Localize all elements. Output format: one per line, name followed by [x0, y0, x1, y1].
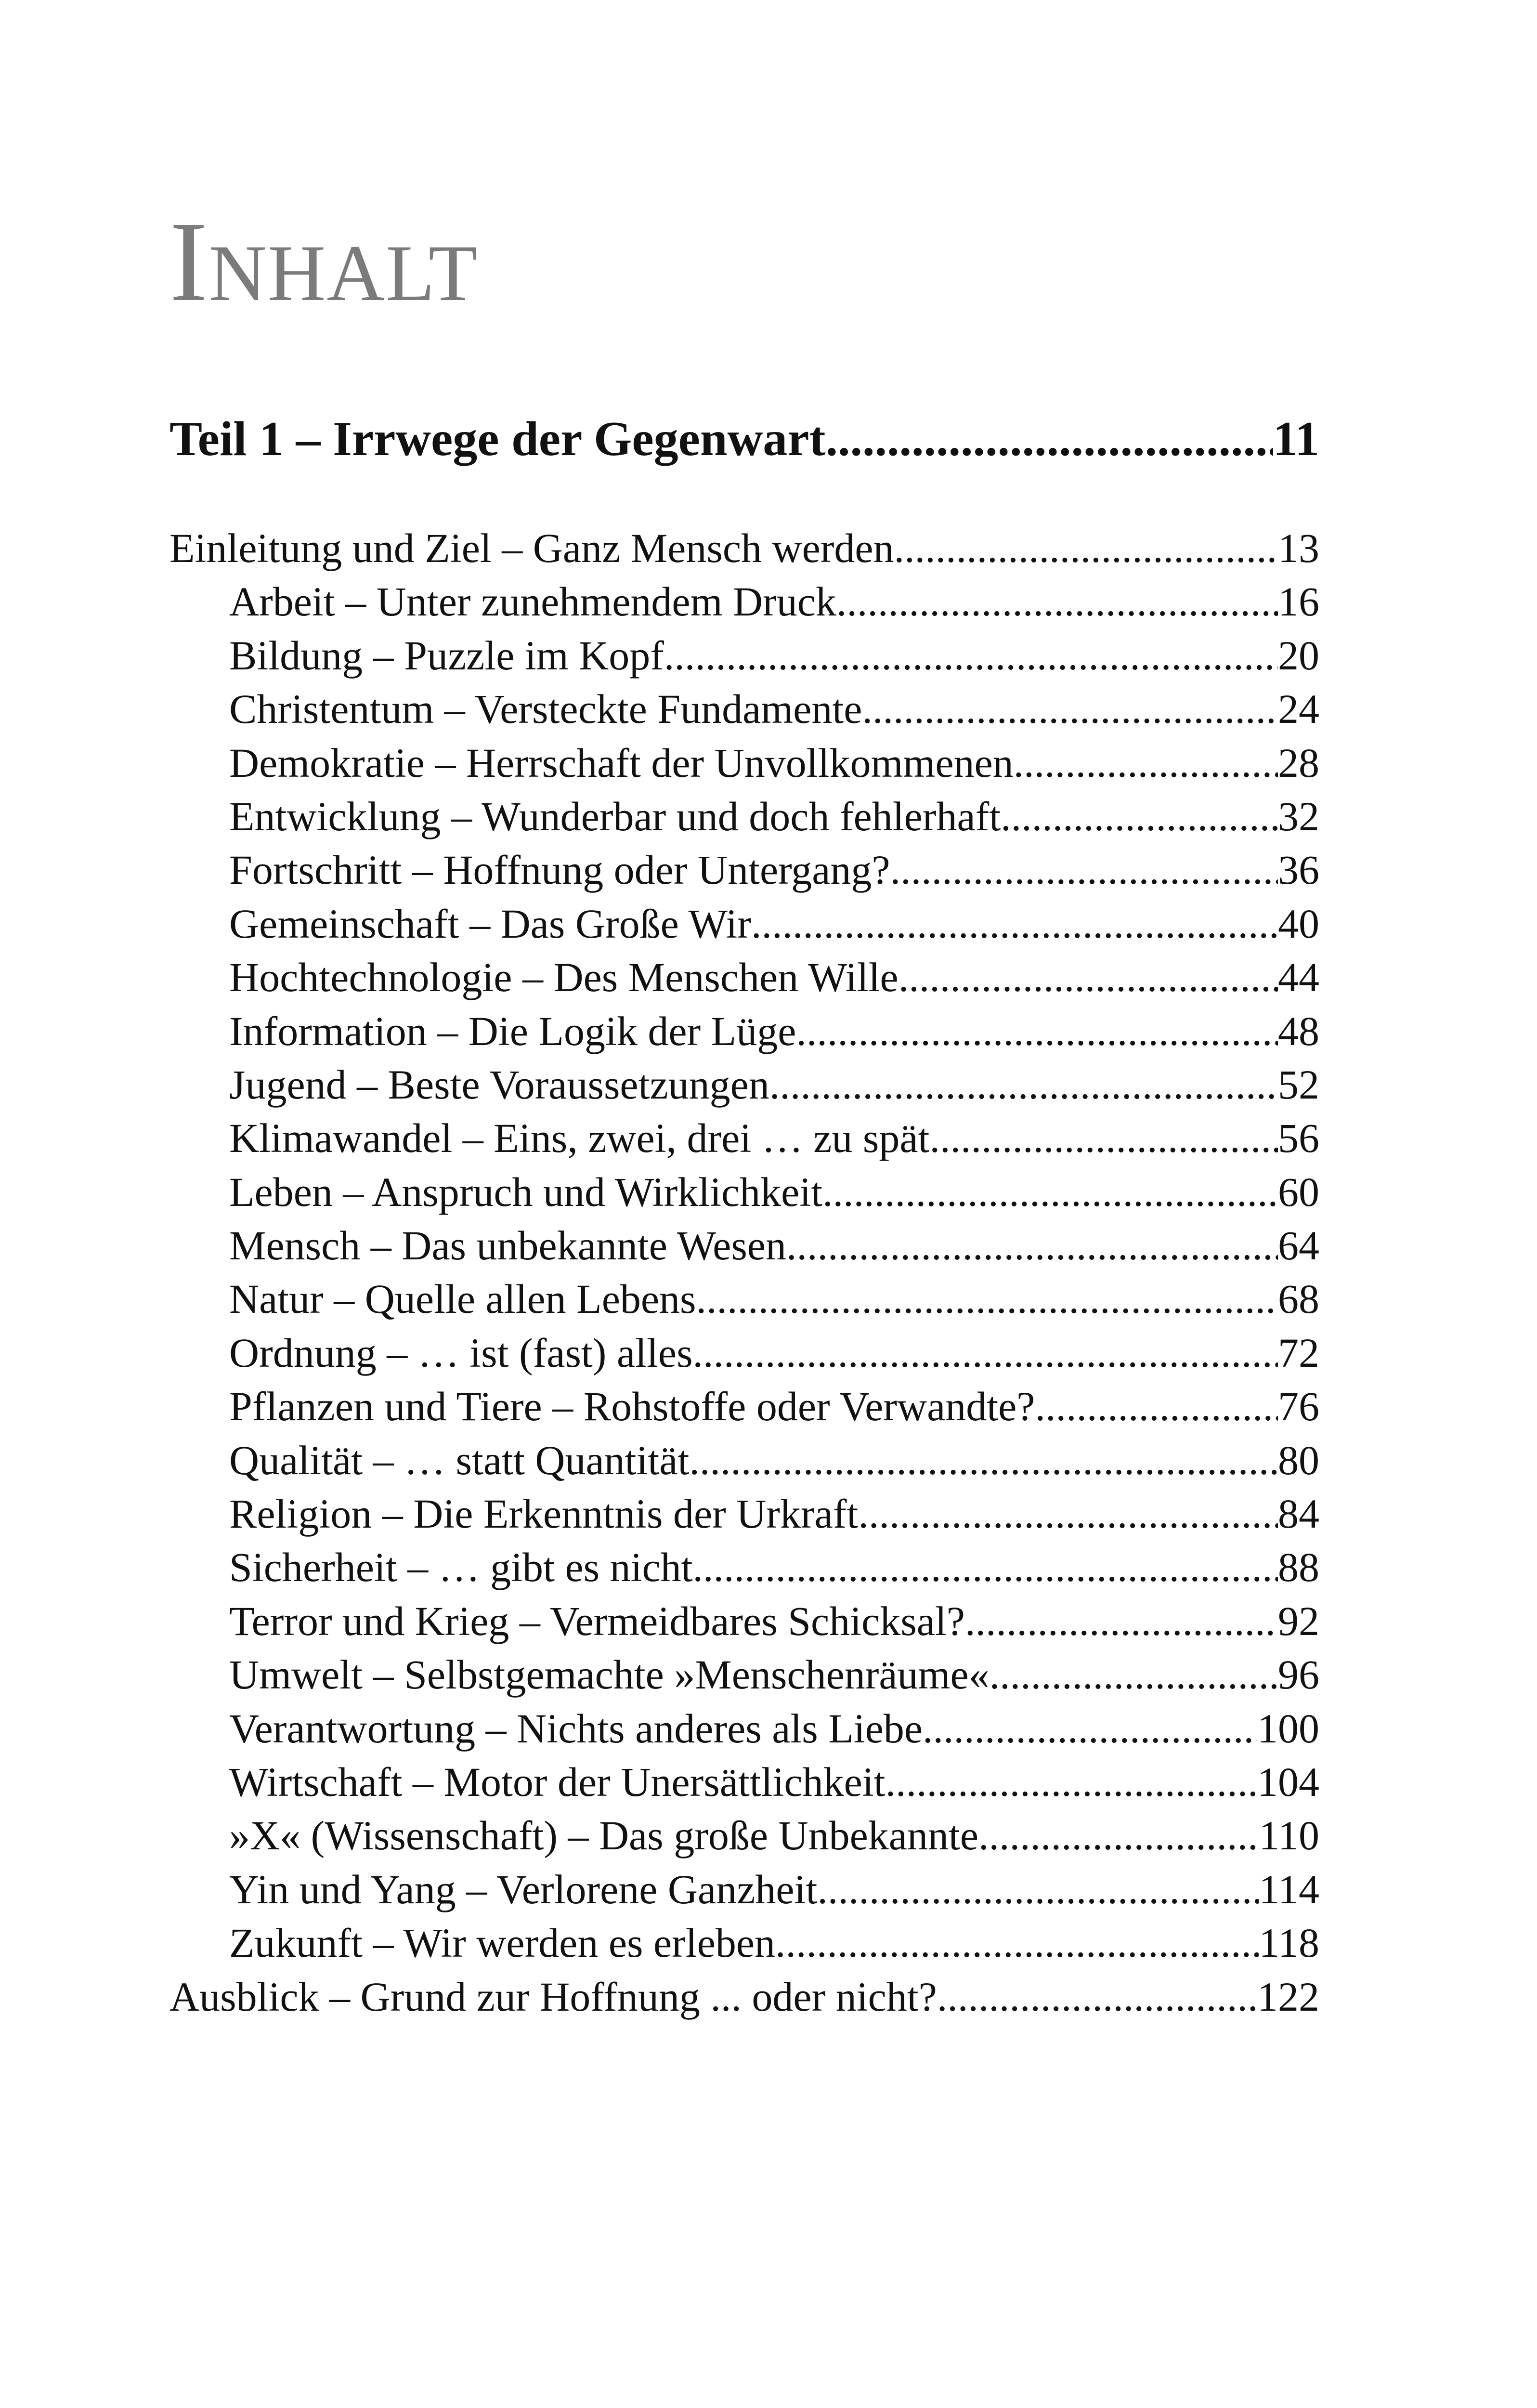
- toc-entry-label: Ordnung – … ist (fast) alles: [229, 1329, 693, 1376]
- toc-entry-page: 104: [1257, 1758, 1319, 1805]
- toc-entry-label: Wirtschaft – Motor der Unersättlichkeit: [229, 1758, 886, 1805]
- toc-entry: [169, 1755, 1319, 1809]
- dot-leader: [929, 1112, 1278, 1165]
- toc-entry: [169, 1916, 1319, 1970]
- toc-entry: [169, 1863, 1319, 1916]
- toc-entry: [169, 682, 1319, 736]
- toc-entry-label: Klimawandel – Eins, zwei, drei … zu spät: [229, 1115, 930, 1162]
- toc-entry-label: Qualität – … statt Quantität: [229, 1437, 690, 1483]
- toc-entry-page: 114: [1259, 1866, 1319, 1912]
- toc-entry-label: Fortschritt – Hoffnung oder Untergang?: [229, 847, 890, 893]
- toc-entry-page: 56: [1278, 1115, 1319, 1162]
- toc-entry-label: Information – Die Logik der Lüge: [229, 1008, 796, 1054]
- toc-entry-label: Umwelt – Selbstgemachte »Menschenräume«: [229, 1651, 990, 1698]
- dot-leader: [886, 1755, 1257, 1809]
- toc-entry: [169, 790, 1319, 843]
- toc-entry: [169, 1219, 1319, 1272]
- dot-leader: [693, 1326, 1278, 1380]
- toc-entry-page: 13: [1278, 525, 1319, 571]
- toc-entry: [169, 1541, 1319, 1594]
- dot-leader: [1035, 1380, 1278, 1433]
- toc-entry-label: Gemeinschaft – Das Große Wir: [229, 900, 751, 947]
- toc-entry: [169, 1272, 1319, 1326]
- dot-leader: [990, 1648, 1278, 1701]
- dot-leader: [978, 1809, 1259, 1862]
- toc-entry-label: Zukunft – Wir werden es erleben: [229, 1920, 776, 1966]
- toc-entry-label: Yin und Yang – Verlorene Ganzheit: [229, 1866, 818, 1912]
- toc-entry-page: 100: [1257, 1705, 1319, 1752]
- toc-entry-label: Entwicklung – Wunderbar und doch fehlerhaft: [229, 793, 1001, 839]
- toc-entry-label: Pflanzen und Tiere – Rohstoffe oder Verwandte?: [229, 1383, 1035, 1430]
- toc-entry-label: Einleitung und Ziel – Ganz Mensch werden: [169, 525, 894, 571]
- toc-entry-page: 110: [1259, 1812, 1319, 1859]
- toc-entry: [169, 1487, 1319, 1541]
- dot-leader: [689, 1434, 1278, 1487]
- toc-entry: [169, 1702, 1319, 1755]
- toc-entry-label: »X« (Wissenschaft) – Das große Unbekannte: [229, 1812, 979, 1859]
- dot-leader: [836, 575, 1278, 628]
- toc-entry: [169, 1058, 1319, 1112]
- dot-leader: [786, 1219, 1278, 1272]
- toc-entry: [169, 843, 1319, 897]
- toc-entry-label: Arbeit – Unter zunehmendem Druck: [229, 578, 836, 625]
- dot-leader: [696, 1272, 1278, 1326]
- toc-entry: [169, 522, 1319, 575]
- toc-entry-label: Bildung – Puzzle im Kopf: [229, 632, 664, 679]
- toc-entry-page: 80: [1278, 1437, 1319, 1483]
- dot-leader: [923, 1702, 1257, 1755]
- toc-entry-label: Religion – Die Erkenntnis der Urkraft: [229, 1491, 859, 1537]
- toc-entry: [169, 1809, 1319, 1862]
- toc-entry-label: Mensch – Das unbekannte Wesen: [229, 1222, 786, 1269]
- toc-entry-page: 92: [1278, 1597, 1319, 1644]
- dot-leader: [862, 682, 1278, 736]
- toc-entry: [169, 1434, 1319, 1487]
- dot-leader: [826, 408, 1273, 470]
- dot-leader: [822, 1165, 1278, 1219]
- toc-entry-page: 76: [1278, 1383, 1319, 1430]
- dot-leader: [899, 951, 1278, 1004]
- toc-entry-page: 28: [1278, 739, 1319, 786]
- dot-leader: [1014, 736, 1278, 790]
- toc-entry: [169, 1648, 1319, 1701]
- dot-leader: [858, 1487, 1278, 1541]
- dot-leader: [775, 1916, 1259, 1970]
- toc-entries: [169, 522, 1319, 2024]
- toc-entry-page: 68: [1278, 1276, 1319, 1322]
- toc-entry: [169, 736, 1319, 790]
- dot-leader: [1001, 790, 1278, 843]
- toc-entry-label: Terror und Krieg – Vermeidbares Schicksal?: [229, 1597, 965, 1644]
- toc-entry: [169, 1165, 1319, 1219]
- toc-part-page: 11: [1273, 412, 1319, 466]
- dot-leader: [693, 1541, 1278, 1594]
- dot-leader: [751, 897, 1278, 951]
- dot-leader: [890, 843, 1278, 897]
- toc-entry-label: Verantwortung – Nichts anderes als Liebe: [229, 1705, 923, 1752]
- toc-entry-page: 52: [1278, 1061, 1319, 1108]
- toc-entry-label: Hochtechnologie – Des Menschen Wille: [229, 954, 899, 1001]
- toc-entry-label: Natur – Quelle allen Lebens: [229, 1276, 696, 1322]
- toc-entry-page: 122: [1257, 1973, 1319, 2020]
- toc-entry: [169, 629, 1319, 682]
- dot-leader: [937, 1970, 1257, 2024]
- toc-entry-page: 88: [1278, 1544, 1319, 1591]
- dot-leader: [965, 1595, 1278, 1648]
- toc-entry-page: 36: [1278, 847, 1319, 893]
- toc-entry-page: 32: [1278, 793, 1319, 839]
- toc-entry: [169, 1326, 1319, 1380]
- toc-entry: [169, 897, 1319, 951]
- toc-entry-page: 40: [1278, 900, 1319, 947]
- toc-entry-page: 44: [1278, 954, 1319, 1001]
- toc-entry: [169, 1380, 1319, 1433]
- toc-entry-label: Christentum – Versteckte Fundamente: [229, 686, 862, 733]
- dot-leader: [664, 629, 1278, 682]
- toc-entry-label: Sicherheit – … gibt es nicht: [229, 1544, 693, 1591]
- dot-leader: [894, 522, 1278, 575]
- toc-entry-page: 48: [1278, 1008, 1319, 1054]
- toc-entry: [169, 1595, 1319, 1648]
- toc-entry-page: 72: [1278, 1329, 1319, 1376]
- toc-entry-page: 24: [1278, 686, 1319, 733]
- toc-entry-page: 20: [1278, 632, 1319, 679]
- toc-entry-page: 96: [1278, 1651, 1319, 1698]
- toc-part-heading: [169, 408, 1319, 470]
- toc-entry-label: Leben – Anspruch und Wirklichkeit: [229, 1168, 823, 1215]
- toc-entry-page: 118: [1259, 1920, 1319, 1966]
- dot-leader: [817, 1863, 1259, 1916]
- toc-entry: [169, 1970, 1319, 2024]
- toc-entry-page: 16: [1278, 578, 1319, 625]
- page-title: Inhalt: [169, 198, 479, 325]
- toc-entry-page: 84: [1278, 1491, 1319, 1537]
- toc-entry-label: Demokratie – Herrschaft der Unvollkommenen: [229, 739, 1014, 786]
- toc-entry: [169, 1112, 1319, 1165]
- dot-leader: [769, 1058, 1278, 1112]
- toc-entry-page: 60: [1278, 1168, 1319, 1215]
- toc-entry: [169, 1005, 1319, 1058]
- toc-part-label: Teil 1 – Irrwege der Gegenwart: [169, 412, 826, 466]
- toc-entry-label: Jugend – Beste Voraussetzungen: [229, 1061, 769, 1108]
- toc-entry-page: 64: [1278, 1222, 1319, 1269]
- dot-leader: [796, 1005, 1278, 1058]
- toc-entry: [169, 951, 1319, 1004]
- toc-entry-label: Ausblick – Grund zur Hoffnung ... oder nicht?: [169, 1973, 937, 2020]
- toc-entry: [169, 575, 1319, 628]
